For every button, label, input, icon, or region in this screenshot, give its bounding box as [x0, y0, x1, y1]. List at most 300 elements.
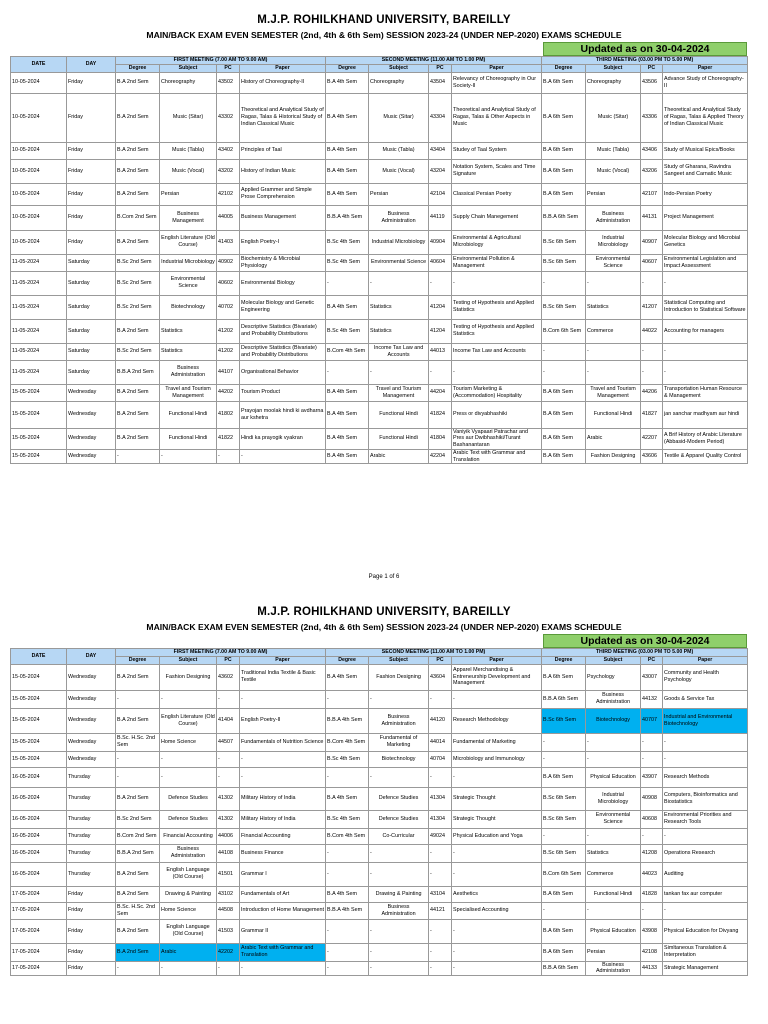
table-row — [11, 919, 748, 943]
cell-first-pc: 41802 — [217, 401, 240, 428]
cell-third-subject: - — [586, 360, 641, 384]
cell-third-pc: 43506 — [641, 72, 663, 93]
cell-first-pc: 43202 — [217, 159, 240, 183]
cell-third-pc: 43908 — [641, 919, 663, 943]
cell-second-degree: - — [326, 690, 369, 708]
cell-day: Saturday — [67, 271, 116, 295]
cell-third-pc: - — [641, 343, 663, 360]
cell-second-paper: Notation System, Scales and Time Signature — [452, 159, 542, 183]
cell-third-pc: 41207 — [641, 295, 663, 319]
cell-second-subject: Co-Curricular — [369, 828, 429, 844]
cell-second-pc: 44121 — [429, 902, 452, 919]
cell-day: Wednesday — [67, 401, 116, 428]
cell-first-degree: B.A 2nd Sem — [116, 401, 160, 428]
cell-third-degree: B.B.A 6th Sem — [542, 961, 586, 976]
cell-third-paper: Environmental Legislation and Impact Assessment — [663, 254, 748, 271]
cell-first-degree: B.A 2nd Sem — [116, 664, 160, 690]
cell-second-degree: B.A 4th Sem — [326, 664, 369, 690]
updated-badge: Updated as on 30-04-2024 — [543, 42, 747, 56]
cell-third-subject: Physical Education — [586, 919, 641, 943]
cell-first-degree: B.A 2nd Sem — [116, 142, 160, 159]
cell-second-pc: 43304 — [429, 93, 452, 142]
cell-second-paper: Apparel Merchandising & Entreneurship Development and Management — [452, 664, 542, 690]
cell-day: Wednesday — [67, 428, 116, 449]
cell-third-degree: B.B.A 6th Sem — [542, 690, 586, 708]
cell-first-paper: Prayojan moolak hindi ki avdharna aur kshetra — [240, 401, 326, 428]
cell-second-subject: Environmental Science — [369, 254, 429, 271]
cell-first-paper: Introduction of Home Management — [240, 902, 326, 919]
cell-first-degree: - — [116, 961, 160, 976]
cell-date: 16-05-2024 — [11, 767, 67, 787]
cell-first-degree: B.Com 2nd Sem — [116, 828, 160, 844]
cell-third-pc: 41828 — [641, 886, 663, 902]
cell-third-degree: - — [542, 902, 586, 919]
cell-day: Friday — [67, 943, 116, 961]
cell-first-subject: - — [160, 690, 217, 708]
cell-third-paper: Goods & Service Tax — [663, 690, 748, 708]
university-title: M.J.P. ROHILKHAND UNIVERSITY, BAREILLY — [257, 606, 511, 618]
cell-third-degree: - — [542, 271, 586, 295]
third-meeting-header: THIRD MEETING (03.00 PM TO 5.00 PM) — [542, 649, 748, 657]
cell-third-pc: 44131 — [641, 205, 663, 230]
table-row — [11, 319, 748, 343]
cell-first-paper: Traditional India Textile & Basic Textile — [240, 664, 326, 690]
cell-second-subject: Business Administration — [369, 708, 429, 733]
table-row — [11, 401, 748, 428]
cell-first-pc: 41302 — [217, 810, 240, 828]
cell-second-pc: 41204 — [429, 295, 452, 319]
cell-second-paper: Classical Persian Poetry — [452, 183, 542, 205]
cell-third-pc: 42207 — [641, 428, 663, 449]
cell-third-subject: - — [586, 902, 641, 919]
table-row — [11, 733, 748, 751]
cell-date: 10-05-2024 — [11, 205, 67, 230]
cell-day: Saturday — [67, 319, 116, 343]
updated-badge: Updated as on 30-04-2024 — [543, 634, 747, 648]
cell-first-subject: - — [160, 767, 217, 787]
cell-third-paper: - — [663, 733, 748, 751]
cell-day: Saturday — [67, 254, 116, 271]
cell-third-pc: 40607 — [641, 254, 663, 271]
cell-third-pc: 43907 — [641, 767, 663, 787]
cell-third-pc: 42107 — [641, 183, 663, 205]
table-row — [11, 72, 748, 93]
cell-date: 10-05-2024 — [11, 230, 67, 254]
table-row — [11, 767, 748, 787]
cell-third-subject: Music (Sitar) — [586, 93, 641, 142]
cell-first-pc: - — [217, 449, 240, 464]
cell-day: Friday — [67, 205, 116, 230]
cell-third-pc: 44132 — [641, 690, 663, 708]
cell-third-subject: Physical Education — [586, 767, 641, 787]
cell-second-subject: Music (Tabla) — [369, 142, 429, 159]
cell-third-pc: - — [641, 751, 663, 767]
cell-first-degree: - — [116, 449, 160, 464]
cell-second-paper: Testing of Hypothesis and Applied Statistics — [452, 319, 542, 343]
col-paper: Paper — [452, 657, 542, 665]
col-pc: PC — [641, 65, 663, 73]
cell-third-degree: - — [542, 751, 586, 767]
cell-day: Friday — [67, 886, 116, 902]
cell-second-pc: 40604 — [429, 254, 452, 271]
cell-second-degree: - — [326, 919, 369, 943]
cell-day: Wednesday — [67, 384, 116, 401]
cell-second-degree: - — [326, 943, 369, 961]
cell-second-pc: 42104 — [429, 183, 452, 205]
cell-day: Friday — [67, 142, 116, 159]
cell-first-paper: - — [240, 767, 326, 787]
col-day: DAY — [67, 57, 116, 73]
cell-date: 15-05-2024 — [11, 449, 67, 464]
page-footer: Page 1 of 6 — [368, 574, 400, 580]
cell-second-paper: - — [452, 943, 542, 961]
cell-second-subject: - — [369, 360, 429, 384]
cell-second-paper: - — [452, 919, 542, 943]
cell-day: Thursday — [67, 810, 116, 828]
col-subject: Subject — [586, 657, 641, 665]
cell-first-degree: B.Sc 2nd Sem — [116, 343, 160, 360]
cell-second-paper: Microbiology and Immunology — [452, 751, 542, 767]
cell-first-paper: Military History of India — [240, 787, 326, 810]
cell-third-paper: Molecular Biology and Microbial Genetics — [663, 230, 748, 254]
cell-first-paper: Hindi ka prayogik vyakran — [240, 428, 326, 449]
cell-second-paper: Vaniyik Vyapaari Patrachar and Pres aur Dwibhashiki/Turant Bashanantaran — [452, 428, 542, 449]
cell-first-pc: - — [217, 751, 240, 767]
cell-third-subject: Arabic — [586, 428, 641, 449]
cell-date: 15-05-2024 — [11, 733, 67, 751]
cell-first-pc: 44006 — [217, 828, 240, 844]
cell-third-degree: B.B.A 6th Sem — [542, 205, 586, 230]
cell-third-pc: 43306 — [641, 93, 663, 142]
cell-third-pc: - — [641, 828, 663, 844]
cell-first-paper: Principles of Taal — [240, 142, 326, 159]
cell-first-pc: 41404 — [217, 708, 240, 733]
cell-first-paper: Financial Accounting — [240, 828, 326, 844]
cell-second-subject: - — [369, 862, 429, 886]
cell-first-subject: Persian — [160, 183, 217, 205]
cell-first-degree: B.A 2nd Sem — [116, 183, 160, 205]
table-row — [11, 230, 748, 254]
cell-second-paper: Tourism Marketing & (Accommodation) Hospitality — [452, 384, 542, 401]
cell-second-subject: Travel and Tourism Management — [369, 384, 429, 401]
table-row — [11, 844, 748, 862]
cell-second-subject: Functional Hindi — [369, 401, 429, 428]
cell-third-degree: B.A 6th Sem — [542, 919, 586, 943]
cell-first-pc: 41302 — [217, 787, 240, 810]
cell-second-paper: - — [452, 271, 542, 295]
cell-third-subject: - — [586, 343, 641, 360]
cell-third-paper: Environmental Priorities and Research Tools — [663, 810, 748, 828]
cell-third-subject: Music (Vocal) — [586, 159, 641, 183]
cell-third-subject: Choreography — [586, 72, 641, 93]
cell-second-paper: Environmental Pollution & Management — [452, 254, 542, 271]
cell-first-subject: Environmental Science — [160, 271, 217, 295]
cell-date: 11-05-2024 — [11, 319, 67, 343]
cell-first-subject: Functional Hindi — [160, 401, 217, 428]
cell-second-pc: 44204 — [429, 384, 452, 401]
cell-third-subject: Biotechnology — [586, 708, 641, 733]
cell-first-degree: - — [116, 767, 160, 787]
cell-first-paper: Applied Grammer and Simple Prose Comprehension — [240, 183, 326, 205]
col-degree: Degree — [326, 65, 369, 73]
cell-third-paper: Auditing — [663, 862, 748, 886]
cell-third-subject: Psychology — [586, 664, 641, 690]
cell-second-degree: B.A 4th Sem — [326, 142, 369, 159]
cell-day: Thursday — [67, 787, 116, 810]
table-row — [11, 810, 748, 828]
table-row — [11, 828, 748, 844]
cell-third-subject: Industrial Microbiology — [586, 230, 641, 254]
cell-third-paper: tankan fax aur computer — [663, 886, 748, 902]
cell-second-pc: - — [429, 767, 452, 787]
cell-date: 11-05-2024 — [11, 295, 67, 319]
cell-first-pc: 44507 — [217, 733, 240, 751]
cell-first-pc: 43502 — [217, 72, 240, 93]
cell-first-paper: - — [240, 751, 326, 767]
col-subject: Subject — [160, 657, 217, 665]
cell-date: 10-05-2024 — [11, 72, 67, 93]
cell-day: Thursday — [67, 767, 116, 787]
cell-day: Friday — [67, 919, 116, 943]
cell-second-paper: Income Tax Law and Accounts — [452, 343, 542, 360]
cell-first-paper: English Poetry-I — [240, 230, 326, 254]
cell-first-degree: B.A 2nd Sem — [116, 862, 160, 886]
cell-day: Wednesday — [67, 449, 116, 464]
cell-third-degree: B.Sc 6th Sem — [542, 254, 586, 271]
cell-first-degree: B.A 2nd Sem — [116, 72, 160, 93]
table-row — [11, 862, 748, 886]
cell-second-degree: B.A 4th Sem — [326, 428, 369, 449]
cell-date: 10-05-2024 — [11, 183, 67, 205]
cell-second-subject: Statistics — [369, 295, 429, 319]
cell-third-degree: B.A 6th Sem — [542, 142, 586, 159]
cell-second-paper: Studey of Taal System — [452, 142, 542, 159]
cell-second-paper: Supply Chain Manegement — [452, 205, 542, 230]
table-row — [11, 205, 748, 230]
cell-second-paper: Strategic Thought — [452, 787, 542, 810]
cell-date: 16-05-2024 — [11, 844, 67, 862]
cell-second-degree: - — [326, 360, 369, 384]
cell-second-pc: 43504 — [429, 72, 452, 93]
cell-date: 15-05-2024 — [11, 384, 67, 401]
cell-first-pc: 41822 — [217, 428, 240, 449]
cell-third-paper: Accounting for managers — [663, 319, 748, 343]
cell-first-paper: English Poetry-II — [240, 708, 326, 733]
cell-first-paper: Grammar II — [240, 919, 326, 943]
cell-date: 15-05-2024 — [11, 401, 67, 428]
cell-date: 10-05-2024 — [11, 142, 67, 159]
col-degree: Degree — [116, 65, 160, 73]
table-row — [11, 690, 748, 708]
cell-first-pc: 40702 — [217, 295, 240, 319]
cell-second-subject: - — [369, 919, 429, 943]
cell-second-degree: - — [326, 767, 369, 787]
cell-first-degree: B.Sc 2nd Sem — [116, 295, 160, 319]
col-paper: Paper — [663, 657, 748, 665]
cell-second-degree: B.A 4th Sem — [326, 787, 369, 810]
table-row — [11, 708, 748, 733]
cell-second-paper: Press or divyabhashiki — [452, 401, 542, 428]
cell-second-paper: Fundamental of Marketing — [452, 733, 542, 751]
cell-date: 17-05-2024 — [11, 961, 67, 976]
table-row — [11, 183, 748, 205]
cell-third-pc: 41827 — [641, 401, 663, 428]
cell-second-degree: - — [326, 862, 369, 886]
cell-first-pc: 40602 — [217, 271, 240, 295]
cell-third-paper: Transportation Human Resource & Management — [663, 384, 748, 401]
cell-third-pc: 43007 — [641, 664, 663, 690]
cell-third-subject: Fashion Designing — [586, 449, 641, 464]
cell-second-degree: B.Com 4th Sem — [326, 343, 369, 360]
col-pc: PC — [429, 65, 452, 73]
cell-third-pc: 44022 — [641, 319, 663, 343]
cell-date: 15-05-2024 — [11, 690, 67, 708]
cell-second-pc: - — [429, 844, 452, 862]
col-pc: PC — [217, 657, 240, 665]
cell-second-subject: Defence Studies — [369, 787, 429, 810]
cell-first-degree: B.A 2nd Sem — [116, 919, 160, 943]
cell-first-subject: Defence Studies — [160, 787, 217, 810]
cell-first-pc: 43602 — [217, 664, 240, 690]
cell-date: 17-05-2024 — [11, 919, 67, 943]
cell-first-subject: English Language (Old Course) — [160, 919, 217, 943]
cell-second-paper: Environmental & Agricultural Microbiology — [452, 230, 542, 254]
cell-second-pc: - — [429, 271, 452, 295]
cell-date: 10-05-2024 — [11, 93, 67, 142]
cell-day: Wednesday — [67, 751, 116, 767]
cell-second-subject: Choreography — [369, 72, 429, 93]
cell-second-subject: - — [369, 943, 429, 961]
cell-second-subject: Biotechnology — [369, 751, 429, 767]
cell-date: 17-05-2024 — [11, 943, 67, 961]
cell-third-paper: Research Methods — [663, 767, 748, 787]
cell-first-subject: Defence Studies — [160, 810, 217, 828]
cell-first-pc: 43302 — [217, 93, 240, 142]
table-row — [11, 751, 748, 767]
table-row — [11, 360, 748, 384]
col-degree: Degree — [326, 657, 369, 665]
cell-second-degree: B.Sc 4th Sem — [326, 254, 369, 271]
cell-first-degree: B.A 2nd Sem — [116, 159, 160, 183]
cell-second-degree: - — [326, 271, 369, 295]
table-row — [11, 343, 748, 360]
cell-day: Thursday — [67, 862, 116, 886]
cell-third-pc: 43206 — [641, 159, 663, 183]
cell-first-subject: English Literature (Old Course) — [160, 230, 217, 254]
cell-third-degree: B.A 6th Sem — [542, 428, 586, 449]
third-meeting-header: THIRD MEETING (03.00 PM TO 5.00 PM) — [542, 57, 748, 65]
cell-third-pc: 40907 — [641, 230, 663, 254]
first-meeting-header: FIRST MEETING (7.00 AM TO 9.00 AM) — [116, 649, 326, 657]
second-meeting-header: SECOND MEETING (11.00 AM TO 1.00 PM) — [326, 649, 542, 657]
cell-second-subject: Income Tax Law and Accounts — [369, 343, 429, 360]
cell-first-paper: Fundamentals of Nutrition Science — [240, 733, 326, 751]
table-row — [11, 93, 748, 142]
cell-third-paper: Indo-Persian Poetry — [663, 183, 748, 205]
col-paper: Paper — [240, 657, 326, 665]
col-paper: Paper — [240, 65, 326, 73]
cell-first-pc: 44107 — [217, 360, 240, 384]
cell-third-degree: B.A 6th Sem — [542, 159, 586, 183]
schedule-table-page-2 — [10, 648, 748, 976]
cell-third-paper: - — [663, 343, 748, 360]
cell-first-degree: B.A 2nd Sem — [116, 319, 160, 343]
cell-third-paper: Study of Musical Epics/Books — [663, 142, 748, 159]
cell-day: Wednesday — [67, 733, 116, 751]
col-paper: Paper — [663, 65, 748, 73]
cell-first-degree: B.A 2nd Sem — [116, 384, 160, 401]
cell-date: 15-05-2024 — [11, 428, 67, 449]
cell-second-pc: 44119 — [429, 205, 452, 230]
cell-second-pc: - — [429, 943, 452, 961]
cell-first-paper: Arabic Text with Grammar and Translation — [240, 943, 326, 961]
cell-first-subject: Business Management — [160, 205, 217, 230]
cell-first-degree: B.A 2nd Sem — [116, 708, 160, 733]
cell-second-paper: - — [452, 844, 542, 862]
table-row — [11, 271, 748, 295]
cell-first-paper: Business Finance — [240, 844, 326, 862]
cell-first-degree: B.Sc. H.Sc. 2nd Sem — [116, 902, 160, 919]
cell-third-degree: B.Sc 6th Sem — [542, 230, 586, 254]
cell-second-subject: - — [369, 690, 429, 708]
cell-third-subject: Business Administration — [586, 205, 641, 230]
cell-second-pc: - — [429, 961, 452, 976]
cell-day: Saturday — [67, 295, 116, 319]
col-degree: Degree — [542, 65, 586, 73]
table-row — [11, 787, 748, 810]
cell-second-degree: B.B.A 4th Sem — [326, 902, 369, 919]
cell-second-paper: Physical Education and Yoga — [452, 828, 542, 844]
cell-second-subject: Business Administration — [369, 902, 429, 919]
cell-second-pc: - — [429, 690, 452, 708]
cell-first-degree: B.Sc 2nd Sem — [116, 271, 160, 295]
cell-third-subject: Environmental Science — [586, 254, 641, 271]
cell-third-pc: - — [641, 902, 663, 919]
cell-second-degree: B.Sc 4th Sem — [326, 230, 369, 254]
cell-third-paper: A Brif History of Arabic Literature (Abbasid-Modern Period) — [663, 428, 748, 449]
cell-day: Saturday — [67, 343, 116, 360]
table-row — [11, 428, 748, 449]
cell-third-subject: Environmental Science — [586, 810, 641, 828]
col-day: DAY — [67, 649, 116, 665]
cell-third-paper: Computers, Bioinformatics and Biostatistics — [663, 787, 748, 810]
cell-day: Saturday — [67, 360, 116, 384]
table-row — [11, 886, 748, 902]
cell-third-pc: 40908 — [641, 787, 663, 810]
table-row — [11, 664, 748, 690]
cell-second-pc: 41204 — [429, 319, 452, 343]
cell-second-subject: Drawing & Painting — [369, 886, 429, 902]
cell-third-pc: 40707 — [641, 708, 663, 733]
cell-date: 16-05-2024 — [11, 810, 67, 828]
cell-first-pc: 41202 — [217, 343, 240, 360]
cell-second-subject: Business Administration — [369, 205, 429, 230]
table-row — [11, 943, 748, 961]
cell-day: Friday — [67, 961, 116, 976]
cell-first-paper: - — [240, 961, 326, 976]
cell-second-pc: 43204 — [429, 159, 452, 183]
cell-third-subject: - — [586, 271, 641, 295]
table-row — [11, 961, 748, 976]
cell-third-paper: Operations Research — [663, 844, 748, 862]
cell-first-paper: Environmental Biology — [240, 271, 326, 295]
cell-second-pc: 41824 — [429, 401, 452, 428]
cell-third-subject: Commerce — [586, 319, 641, 343]
cell-third-degree: B.Sc 6th Sem — [542, 295, 586, 319]
cell-first-degree: B.Com 2nd Sem — [116, 205, 160, 230]
cell-day: Thursday — [67, 828, 116, 844]
cell-first-pc: - — [217, 961, 240, 976]
